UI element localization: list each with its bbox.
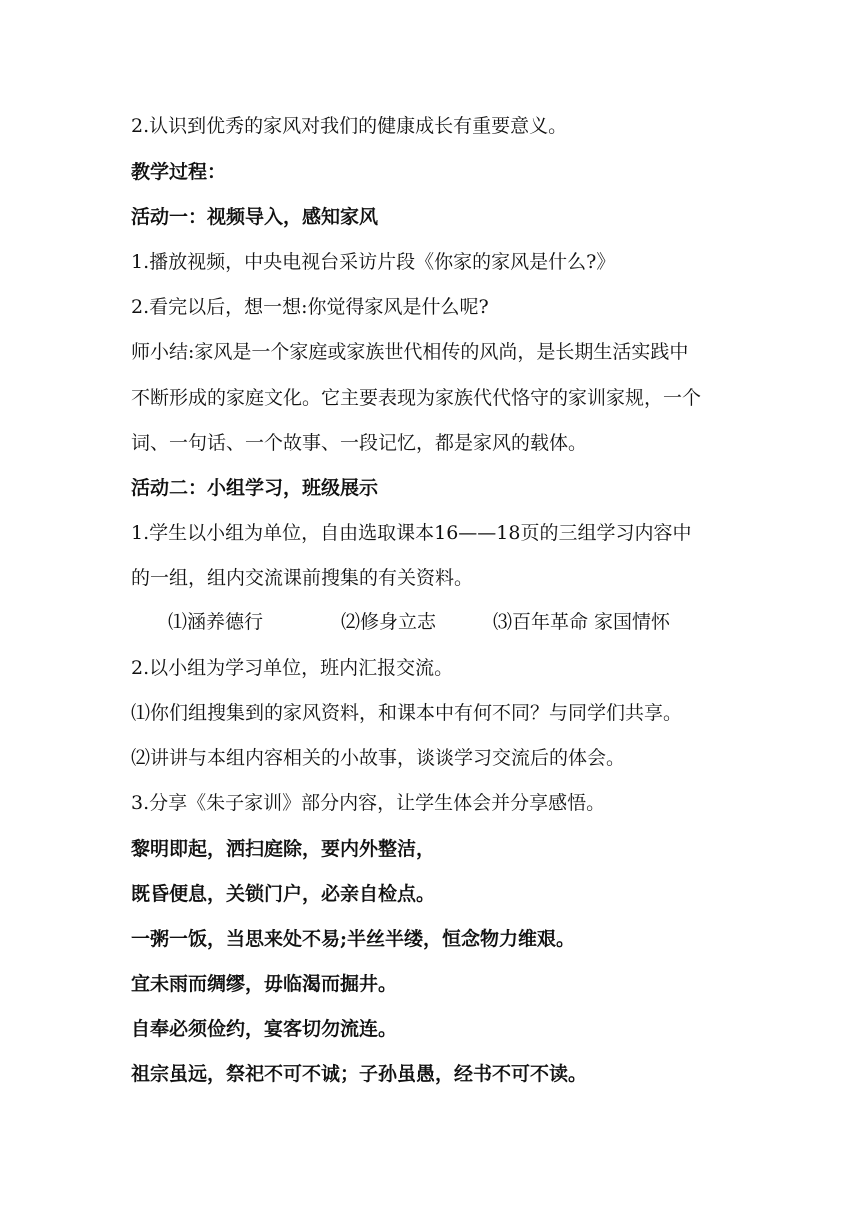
zhuzi-quote-line-3: 一粥一饭，当思来处不易;半丝半缕，恒念物力维艰。	[131, 928, 576, 950]
activity-2-step-2-sub-2: ⑵讲讲与本组内容相关的小故事，谈谈学习交流后的体会。	[131, 747, 626, 769]
activity-1-step-1: 1.播放视频，中央电视台采访片段《你家的家风是什么?》	[131, 251, 616, 273]
section-heading-teaching-process: 教学过程：	[131, 161, 227, 183]
teacher-summary-line-1: 师小结:家风是一个家庭或家族世代相传的风尚，是长期生活实践中	[131, 341, 689, 363]
zhuzi-quote-line-4: 宜未雨而绸缪，毋临渴而掘井。	[131, 973, 398, 995]
teacher-summary-line-3: 词、一句话、一个故事、一段记忆，都是家风的载体。	[131, 432, 588, 454]
activity-2-step-2-sub-1: ⑴你们组搜集到的家风资料，和课本中有何不同？与同学们共享。	[131, 702, 683, 724]
activity-2-step-2: 2.以小组为学习单位，班内汇报交流。	[131, 657, 454, 679]
activity-2-step-3: 3.分享《朱子家训》部分内容，让学生体会并分享感悟。	[131, 792, 606, 814]
zhuzi-quote-line-2: 既昏便息，关锁门户，必亲自检点。	[131, 883, 436, 905]
study-content-options	[0, 610, 860, 634]
activity-1-step-2: 2.看完以后，想一想:你觉得家风是什么呢?	[131, 296, 489, 318]
goal-line-2: 2.认识到优秀的家风对我们的健康成长有重要意义。	[131, 115, 568, 137]
activity-1-heading: 活动一：视频导入，感知家风	[131, 206, 379, 228]
activity-2-heading: 活动二：小组学习，班级展示	[131, 477, 379, 499]
activity-2-step-1-line-1: 1.学生以小组为单位，自由选取课本16——18页的三组学习内容中	[131, 522, 692, 544]
zhuzi-quote-line-6: 祖宗虽远，祭祀不可不诚；子孙虽愚，经书不可不读。	[131, 1063, 588, 1085]
option-1: ⑴涵养德行	[168, 611, 264, 633]
activity-2-step-1-line-2: 的一组，组内交流课前搜集的有关资料。	[131, 567, 474, 589]
teacher-summary-line-2: 不断形成的家庭文化。它主要表现为家族代代恪守的家训家规，一个	[131, 387, 702, 409]
option-3: ⑶百年革命 家国情怀	[493, 611, 671, 633]
zhuzi-quote-line-5: 自奉必须俭约，宴客切勿流连。	[131, 1018, 398, 1040]
zhuzi-quote-line-1: 黎明即起，洒扫庭除，要内外整洁，	[131, 838, 436, 860]
option-2: ⑵修身立志	[341, 611, 437, 633]
